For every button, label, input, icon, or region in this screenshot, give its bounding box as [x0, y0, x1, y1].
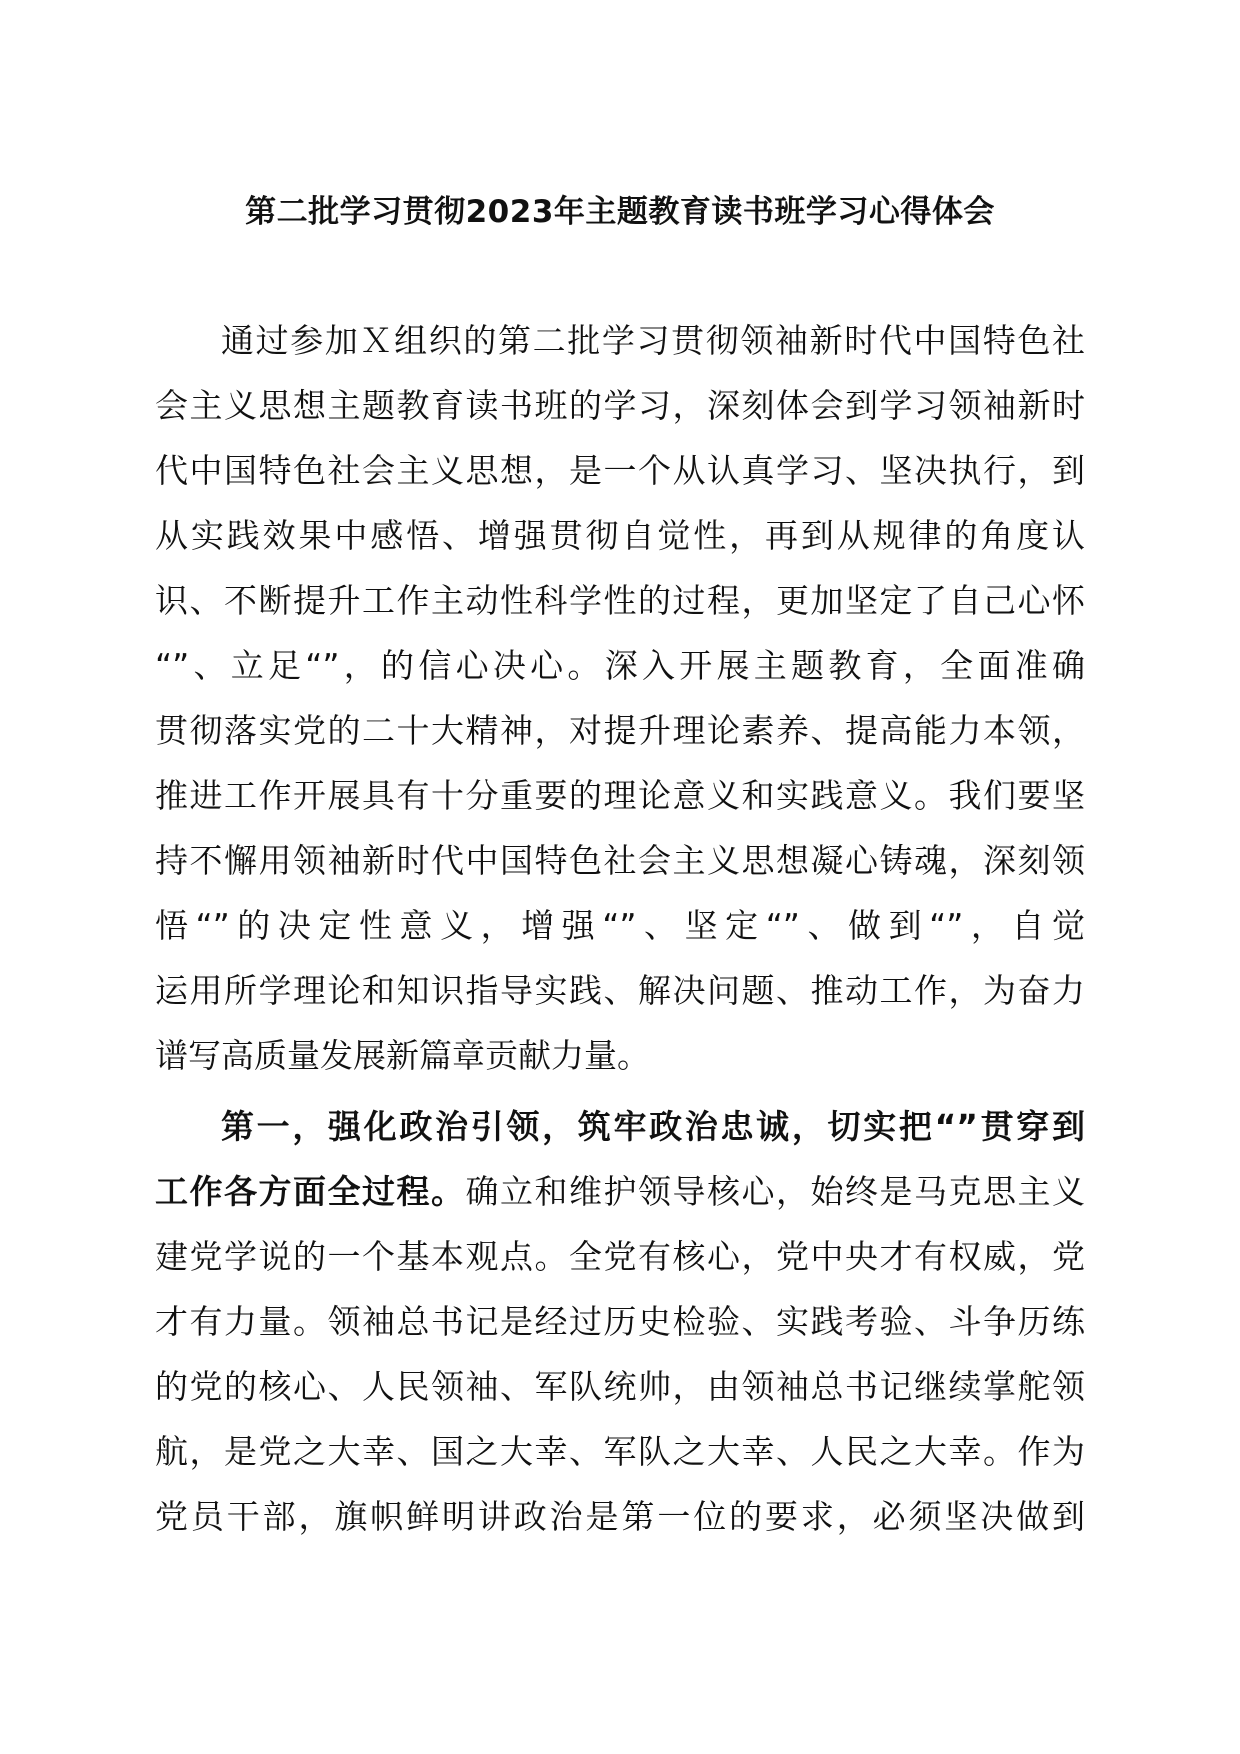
paragraph-line: 持不懈用领袖新时代中国特色社会主义思想凝心铸魂，深刻领: [155, 841, 1085, 880]
paragraph-line: 代中国特色社会主义思想，是一个从认真学习、坚决执行，到: [155, 451, 1085, 490]
paragraph-line: “”、立足“”，的信心决心。深入开展主题教育，全面准确: [155, 646, 1085, 685]
paragraph-line: 党员干部，旗帜鲜明讲政治是第一位的要求，必须坚决做到: [155, 1497, 1085, 1536]
paragraph-text: 确立和维护领导核心，始终是马克思主义: [465, 1172, 1085, 1211]
paragraph-line: 的党的核心、人民领袖、军队统帅，由领袖总书记继续掌舵领: [155, 1367, 1085, 1406]
paragraph-line: 识、不断提升工作主动性科学性的过程，更加坚定了自己心怀: [155, 581, 1085, 620]
paragraph-line: 运用所学理论和知识指导实践、解决问题、推动工作，为奋力: [155, 971, 1085, 1010]
paragraph-line: 贯彻落实党的二十大精神，对提升理论素养、提高能力本领，: [155, 711, 1085, 750]
paragraph-line: 悟“”的决定性意义，增强“”、坚定“”、做到“”，自觉: [155, 906, 1085, 945]
paragraph-line: 推进工作开展具有十分重要的理论意义和实践意义。我们要坚: [155, 776, 1085, 815]
paragraph-line: 会主义思想主题教育读书班的学习，深刻体会到学习领袖新时: [155, 386, 1085, 425]
paragraph-line: 才有力量。领袖总书记是经过历史检验、实践考验、斗争历练: [155, 1302, 1085, 1341]
paragraph-first-point: [155, 1094, 1085, 1549]
paragraph-intro: [155, 308, 1085, 1088]
paragraph-line: 从实践效果中感悟、增强贯彻自觉性，再到从规律的角度认: [155, 516, 1085, 555]
paragraph-line: 谱写高质量发展新篇章贡献力量。: [155, 1036, 650, 1075]
section-heading-tail: 工作各方面全过程。: [155, 1172, 466, 1211]
paragraph-line-mixed: [155, 1159, 1085, 1224]
paragraph-line: 建党学说的一个基本观点。全党有核心，党中央才有权威，党: [155, 1237, 1085, 1276]
document-title: 第二批学习贯彻2023年主题教育读书班学习心得体会: [245, 194, 995, 230]
paragraph-line: 通过参加Ｘ组织的第二批学习贯彻领袖新时代中国特色社: [221, 321, 1085, 360]
paragraph-line: 航，是党之大幸、国之大幸、军队之大幸、人民之大幸。作为: [155, 1432, 1085, 1471]
section-heading-line: 第一，强化政治引领，筑牢政治忠诚，切实把“”贯穿到: [221, 1107, 1085, 1146]
